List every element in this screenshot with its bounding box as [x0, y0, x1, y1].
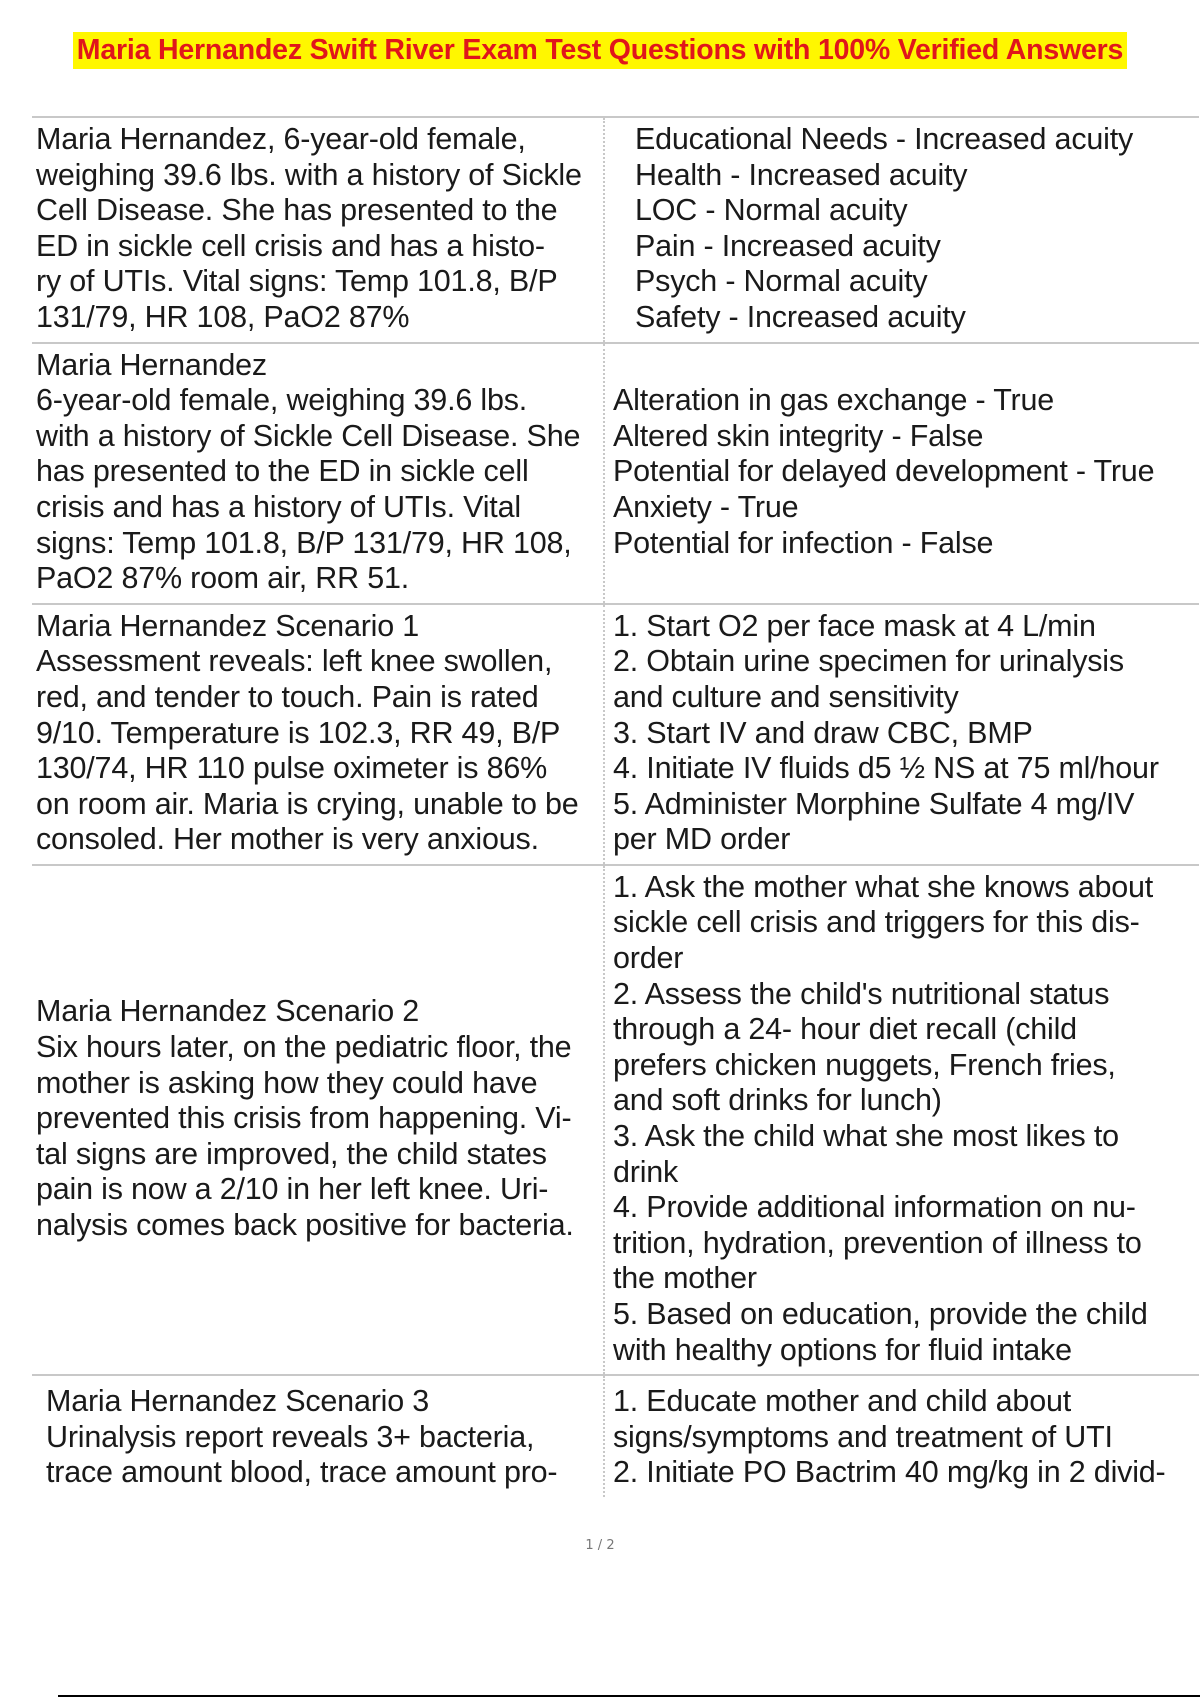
answer-line: 5. Administer Morphine Sulfate 4 mg/IV	[613, 786, 1135, 821]
answer-line: Altered skin integrity - False	[613, 418, 984, 453]
answer-line: with healthy options for fluid intake	[613, 1332, 1072, 1367]
question-line: consoled. Her mother is very anxious.	[36, 822, 539, 857]
question-line: crisis and has a history of UTIs. Vital	[36, 489, 521, 524]
question-cell	[32, 1376, 605, 1497]
question-cell	[32, 866, 605, 1374]
answer-cell	[605, 605, 1199, 864]
answer-line: Pain - Increased acuity	[635, 228, 941, 263]
answer-line: LOC - Normal acuity	[635, 193, 908, 228]
question-line: Urinalysis report reveals 3+ bacteria,	[46, 1419, 535, 1454]
question-line: weighing 39.6 lbs. with a history of Sickle	[36, 157, 582, 192]
question-line: ED in sickle cell crisis and has a histo-	[36, 228, 545, 263]
question-line: tal signs are improved, the child states	[36, 1136, 547, 1171]
answer-line: 3. Start IV and draw CBC, BMP	[613, 715, 1033, 750]
question-line: red, and tender to touch. Pain is rated	[36, 679, 539, 714]
answer-line: sickle cell crisis and triggers for this dis-	[613, 905, 1140, 940]
question-line: mother is asking how they could have	[36, 1065, 538, 1100]
qa-row	[32, 116, 1199, 342]
question-line: Assessment reveals: left knee swollen,	[36, 644, 553, 679]
question-line: has presented to the ED in sickle cell	[36, 454, 529, 489]
footer-rule	[58, 1695, 1200, 1697]
qa-row	[32, 342, 1199, 603]
answer-line: 2. Initiate PO Bactrim 40 mg/kg in 2 divid-	[613, 1455, 1166, 1490]
question-line: prevented this crisis from happening. Vi-	[36, 1101, 572, 1136]
answer-line: per MD order	[613, 822, 791, 857]
question-line: pain is now a 2/10 in her left knee. Uri-	[36, 1172, 549, 1207]
question-line: 6-year-old female, weighing 39.6 lbs.	[36, 383, 528, 418]
qa-row	[32, 1374, 1199, 1497]
answer-line: Potential for infection - False	[613, 525, 994, 560]
answer-line: 1. Start O2 per face mask at 4 L/min	[613, 608, 1096, 643]
answer-line: signs/symptoms and treatment of UTI	[613, 1419, 1113, 1454]
answer-cell	[605, 866, 1199, 1374]
question-line: ry of UTIs. Vital signs: Temp 101.8, B/P	[36, 264, 558, 299]
answer-cell	[605, 118, 1199, 342]
question-line: PaO2 87% room air, RR 51.	[36, 561, 410, 596]
page-title: Maria Hernandez Swift River Exam Test Questions with 100% Verified Answers	[73, 32, 1127, 69]
question-line: Maria Hernandez Scenario 3	[46, 1384, 430, 1419]
question-line: 9/10. Temperature is 102.3, RR 49, B/P	[36, 715, 561, 750]
answer-line: 4. Provide additional information on nu-	[613, 1190, 1136, 1225]
qa-row	[32, 864, 1199, 1374]
answer-line: Safety - Increased acuity	[635, 299, 966, 334]
answer-line: Educational Needs - Increased acuity	[635, 122, 1134, 156]
question-line: trace amount blood, trace amount pro-	[46, 1455, 558, 1490]
question-line: 131/79, HR 108, PaO2 87%	[36, 299, 410, 334]
answer-line: 4. Initiate IV fluids d5 ½ NS at 75 ml/hour	[613, 751, 1159, 786]
answer-line: through a 24- hour diet recall (child	[613, 1012, 1077, 1047]
answer-line: and culture and sensitivity	[613, 679, 959, 714]
question-line: Maria Hernandez, 6-year-old female,	[36, 122, 526, 156]
question-line: on room air. Maria is crying, unable to be	[36, 786, 579, 821]
question-line: nalysis comes back positive for bacteria.	[36, 1208, 574, 1243]
answer-line: 3. Ask the child what she most likes to	[613, 1119, 1119, 1154]
question-cell	[32, 344, 605, 603]
answer-line: Anxiety - True	[613, 489, 799, 524]
answer-line: drink	[613, 1154, 679, 1189]
question-cell	[32, 605, 605, 864]
title-container	[0, 32, 1200, 69]
answer-line: 2. Obtain urine specimen for urinalysis	[613, 644, 1124, 679]
answer-line: and soft drinks for lunch)	[613, 1083, 942, 1118]
answer-line: order	[613, 941, 684, 976]
question-line: 130/74, HR 110 pulse oximeter is 86%	[36, 751, 548, 786]
answer-line: 1. Educate mother and child about	[613, 1384, 1071, 1419]
question-line: Maria Hernandez	[36, 347, 267, 382]
question-line: Six hours later, on the pediatric floor, the	[36, 1030, 572, 1065]
qa-row	[32, 603, 1199, 864]
question-cell	[32, 118, 605, 342]
question-line: signs: Temp 101.8, B/P 131/79, HR 108,	[36, 525, 572, 560]
answer-line: 2. Assess the child's nutritional status	[613, 976, 1110, 1011]
answer-line: Health - Increased acuity	[635, 157, 968, 192]
answer-line: Psych - Normal acuity	[635, 264, 928, 299]
answer-line: Potential for delayed development - True	[613, 454, 1155, 489]
answer-line: Alteration in gas exchange - True	[613, 383, 1054, 418]
answer-line: 1. Ask the mother what she knows about	[613, 869, 1154, 904]
answer-line: the mother	[613, 1261, 757, 1296]
question-line: with a history of Sickle Cell Disease. She	[36, 418, 581, 453]
question-line: Maria Hernandez Scenario 2	[36, 994, 420, 1029]
answer-line: trition, hydration, prevention of illness to	[613, 1225, 1142, 1260]
question-line: Maria Hernandez Scenario 1	[36, 608, 420, 643]
question-line: Cell Disease. She has presented to the	[36, 193, 558, 228]
qa-table	[32, 116, 1199, 1497]
page-number: 1 / 2	[585, 1538, 615, 1553]
answer-line: prefers chicken nuggets, French fries,	[613, 1047, 1116, 1082]
answer-cell	[605, 1376, 1199, 1497]
answer-line: 5. Based on education, provide the child	[613, 1297, 1148, 1331]
answer-cell	[605, 344, 1199, 603]
